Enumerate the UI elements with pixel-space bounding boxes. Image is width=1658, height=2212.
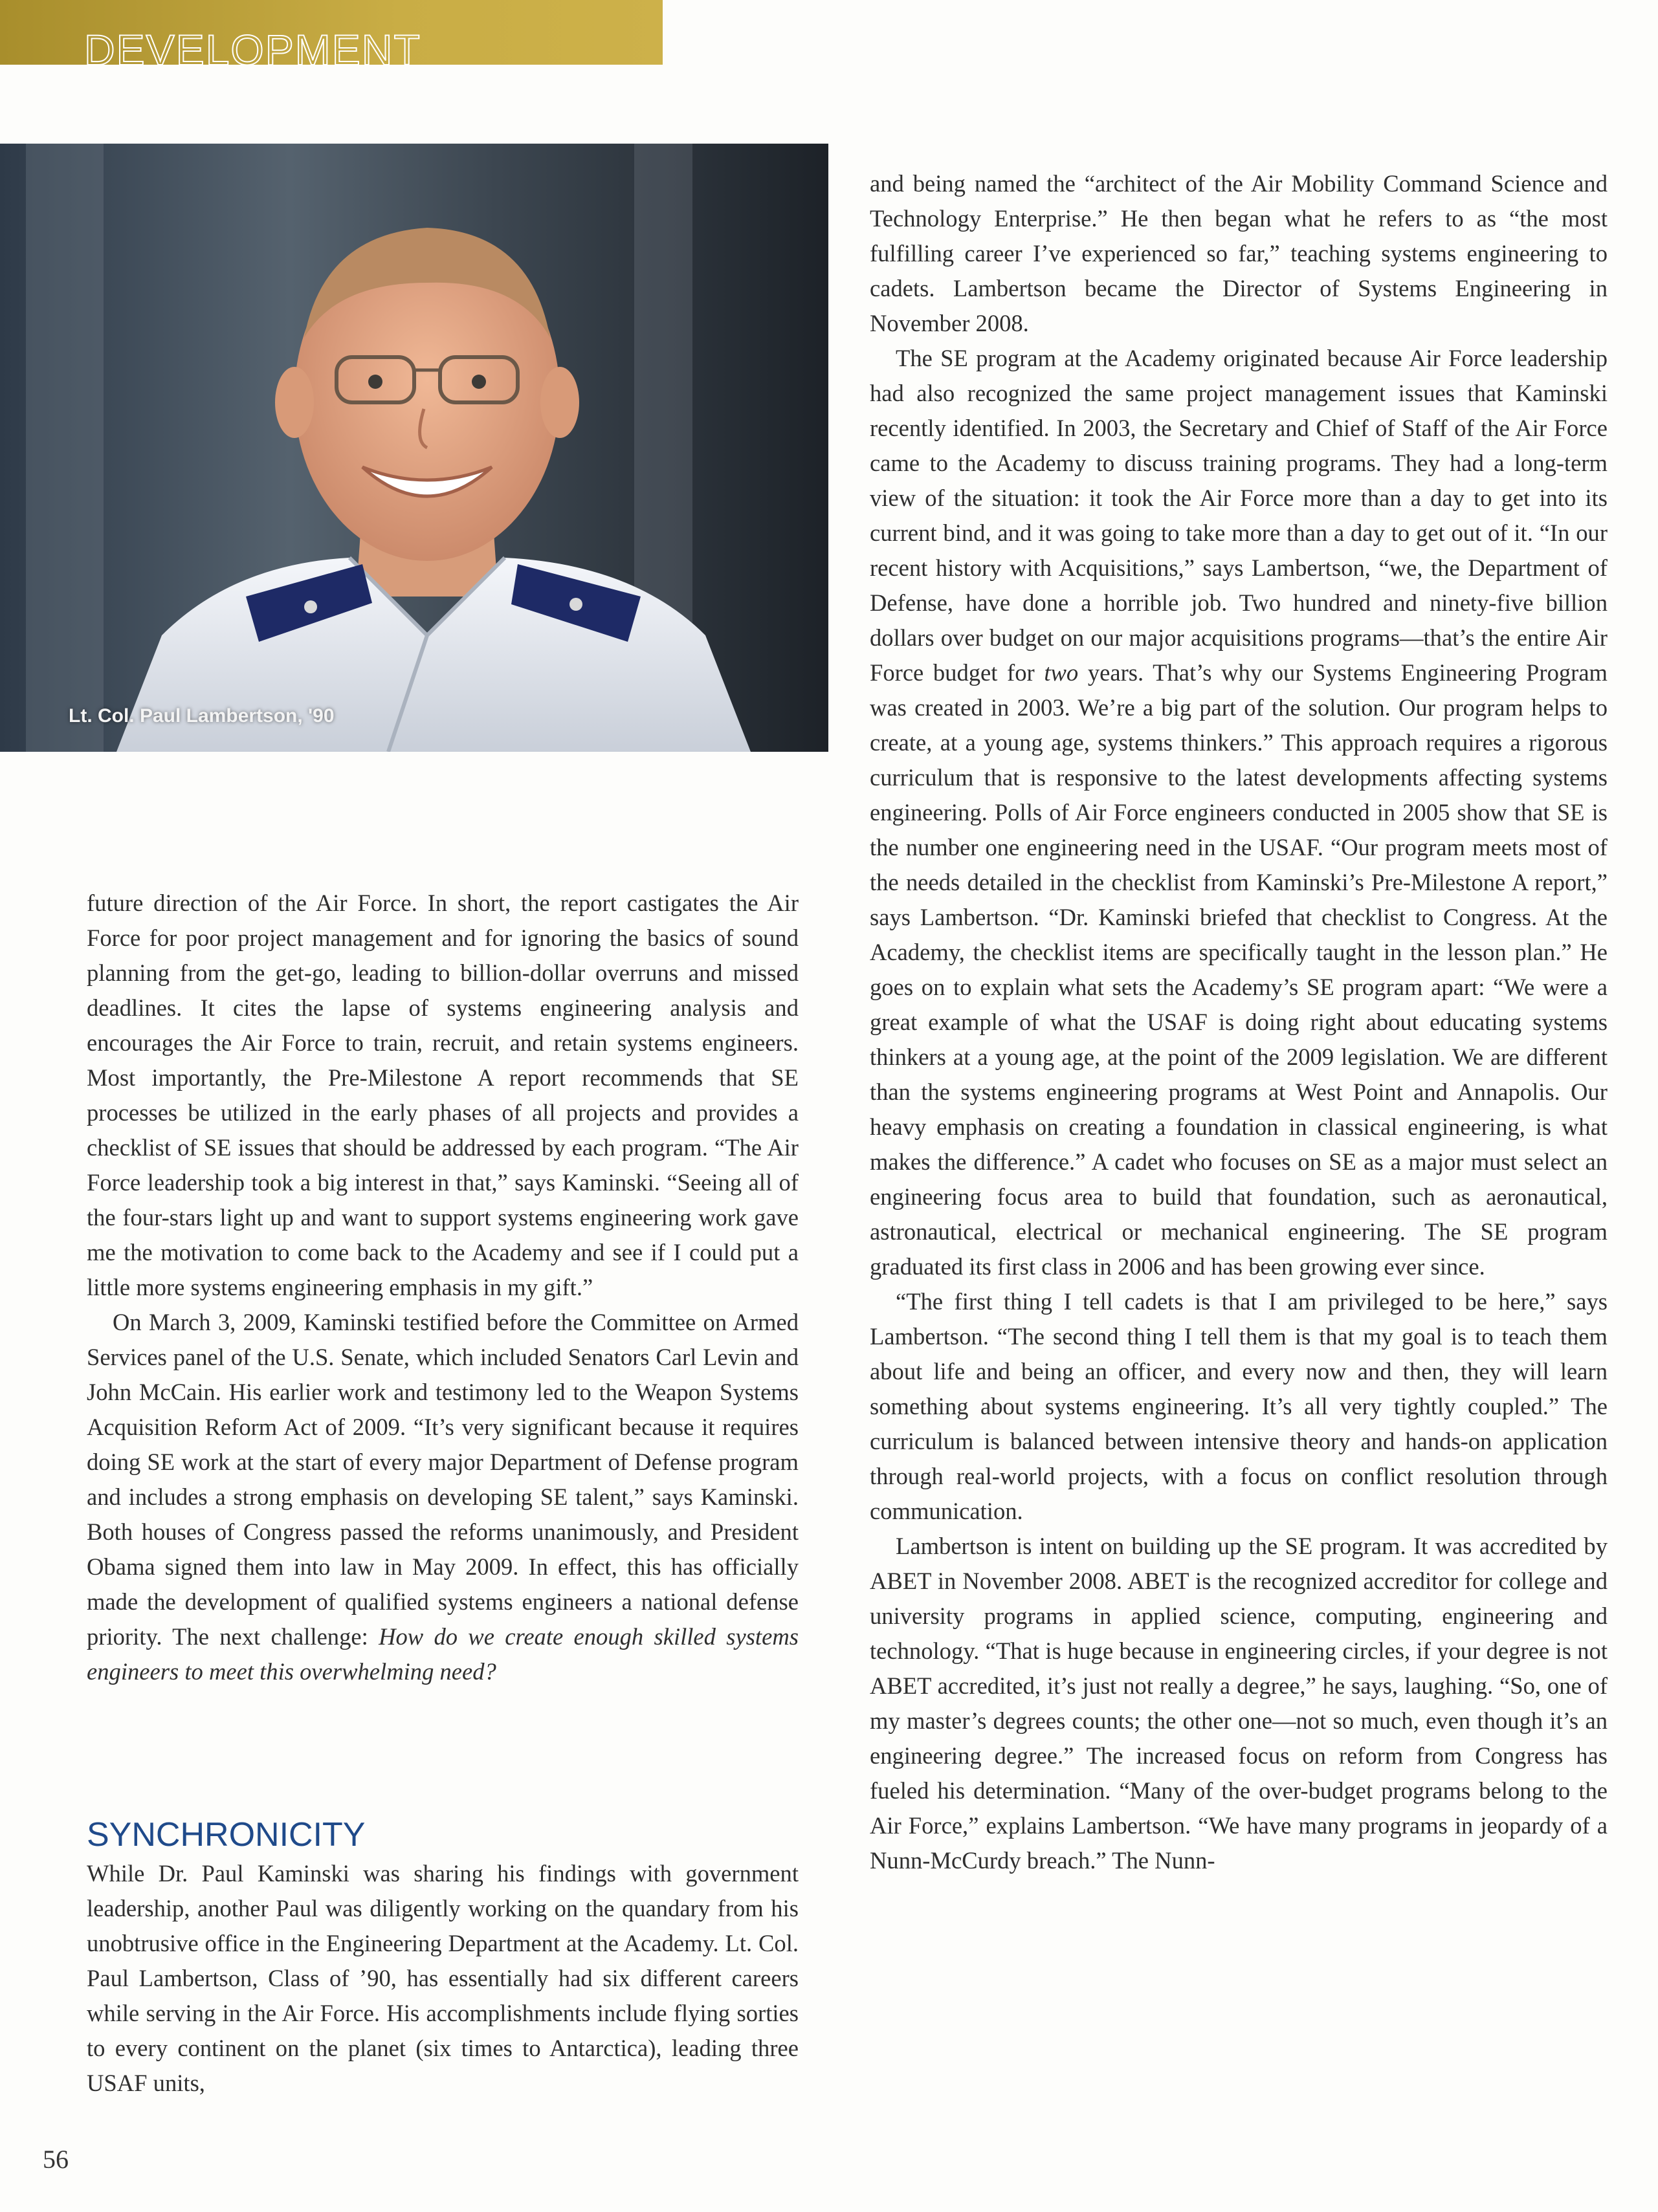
section-header-band [0,0,663,74]
page-number: 56 [43,2145,69,2174]
right-column [870,166,1608,1878]
portrait-photo [0,144,828,752]
section-heading: SYNCHRONICITY [87,1816,366,1854]
left-paragraph-2-italic: How do we create enough skilled systems engineers to meet this overwhelming need? [87,1623,799,1685]
right-paragraph-2-italic: two [1044,659,1079,686]
right-paragraph-2b: years. That’s why our Systems Engineering Program was created in 2003. We’re a big part of the solution. Our program helps to create, at a young age, systems thinkers.” This approach requires a rigorous curriculum that is responsive to the latest developments affecting systems engineering. Polls of Air Force engineers conducted in 2005 show that SE is the number one engineering need in the USAF. “Our program meets most of the needs detailed in the checklist from Kaminski’s Pre-Milestone A report,” says Lambertson. “Dr. Kaminski briefed that checklist to Congress. At the Academy, the checklist items are specifically taught in the lesson plan.” He goes on to explain what sets the Academy’s SE program apart: “We were a great example of what the USAF is doing right about educating systems thinkers at a young age, at the point of the 2009 legislation. We are different than the systems engineering programs at West Point and Annapolis. Our heavy emphasis on creating a foundation in classical engineering, is what makes the difference.” A cadet who focuses on SE as a major must select an engineering focus area to build that foundation, such as aeronautical, astronautical, electrical or mechanical engineering. The SE program graduated its first class in 2006 and has been growing ever since. [870,659,1608,1280]
left-paragraph-2-text: On March 3, 2009, Kaminski testified before the Committee on Armed Services panel of the U.S. Senate, which included Senators Carl Levin and John McCain. His earlier work and testimony led to the Weapon Systems Acquisition Reform Act of 2009. “It’s very significant because it requires doing SE work at the start of every major Department of Defense program and includes a strong emphasis on developing SE talent,” says Kaminski. Both houses of Congress passed the reforms unanimously, and President Obama signed them into law in May 2009. In effect, this has officially made the development of qualified systems engineers a national defense priority. The next challenge: [87,1309,799,1650]
right-paragraph-2 [870,341,1608,1284]
portrait-illustration [0,144,828,752]
section-title: DEVELOPMENT [84,26,421,74]
left-paragraph-2 [87,1305,799,1689]
right-paragraph-1: and being named the “architect of the Air Mobility Command Science and Technology Enterprise.” He then began what he refers to as “the most fulfilling career I’ve experienced so far,” teaching systems engineering to cadets. Lambertson became the Director of Systems Engineering in November 2008. [870,170,1608,336]
right-paragraph-2a: The SE program at the Academy originated because Air Force leadership had also recognized the same project management issues that Kaminski recently identified. In 2003, the Secretary and Chief of Staff of the Air Force came to the Academy to discuss training programs. They had a long-term view of the situation: it took the Air Force more than a day to get into its current bind, and it was going to take more than a day to get out of it. “In our recent history with Acquisitions,” says Lambertson, “we, the Department of Defense, have done a horrible job. Two hundred and ninety-five billion dollars over budget on our major acquisitions programs—that’s the entire Air Force budget for [870,345,1608,686]
left-paragraph-3: While Dr. Paul Kaminski was sharing his findings with government leadership, another Paul was diligently working on the quandary from his unobtrusive office in the Engineering Department at the Academy. Lt. Col. Paul Lambertson, Class of ’90, has essentially had six different careers while serving in the Air Force. His accomplishments include flying sorties to every continent on the planet (six times to Antarctica), leading three USAF units, [87,1860,799,2096]
left-column [87,886,799,1689]
photo-caption: Lt. Col. Paul Lambertson, '90 [69,705,335,727]
left-paragraph-1: future direction of the Air Force. In short, the report castigates the Air Force for poor project management and for ignoring the basics of sound planning from the get-go, leading to billion-dollar overruns and missed deadlines. It cites the lapse of systems engineering analysis and encourages the Air Force to train, recruit, and retain systems engineers. Most importantly, the Pre-Milestone A report recommends that SE processes be utilized in the early phases of all projects and provides a checklist of SE issues that should be addressed by each program. “The Air Force leadership took a big interest in that,” says Kaminski. “Seeing all of the four-stars light up and want to support systems engineering work gave me the motivation to come back to the Academy and see if I could put a little more systems engineering emphasis in my gift.” [87,890,799,1300]
left-column-lower [87,1856,799,2101]
right-paragraph-3: “The first thing I tell cadets is that I am privileged to be here,” says Lambertson. “The second thing I tell them is that my goal is to teach them about life and being an officer, and every now and then, they will learn something about systems engineering. It’s all very tightly coupled.” The curriculum is balanced between intensive theory and hands-on application through real-world projects, with a focus on conflict resolution through communication. [870,1288,1608,1524]
right-paragraph-4: Lambertson is intent on building up the SE program. It was accredited by ABET in November 2008. ABET is the recognized accreditor for college and university programs in applied science, computing, engineering and technology. “That is huge because in engineering circles, if your degree is not ABET accredited, it’s just not really a degree,” he says, laughing. “So, one of my master’s degrees counts; the other one—not so much, even though it’s an engineering degree.” The increased focus on reform from Congress has fueled his determination. “Many of the over-budget programs belong to the Air Force,” explains Lambertson. “We have many programs in jeopardy of a Nunn-McCurdy breach.” The Nunn- [870,1533,1608,1874]
